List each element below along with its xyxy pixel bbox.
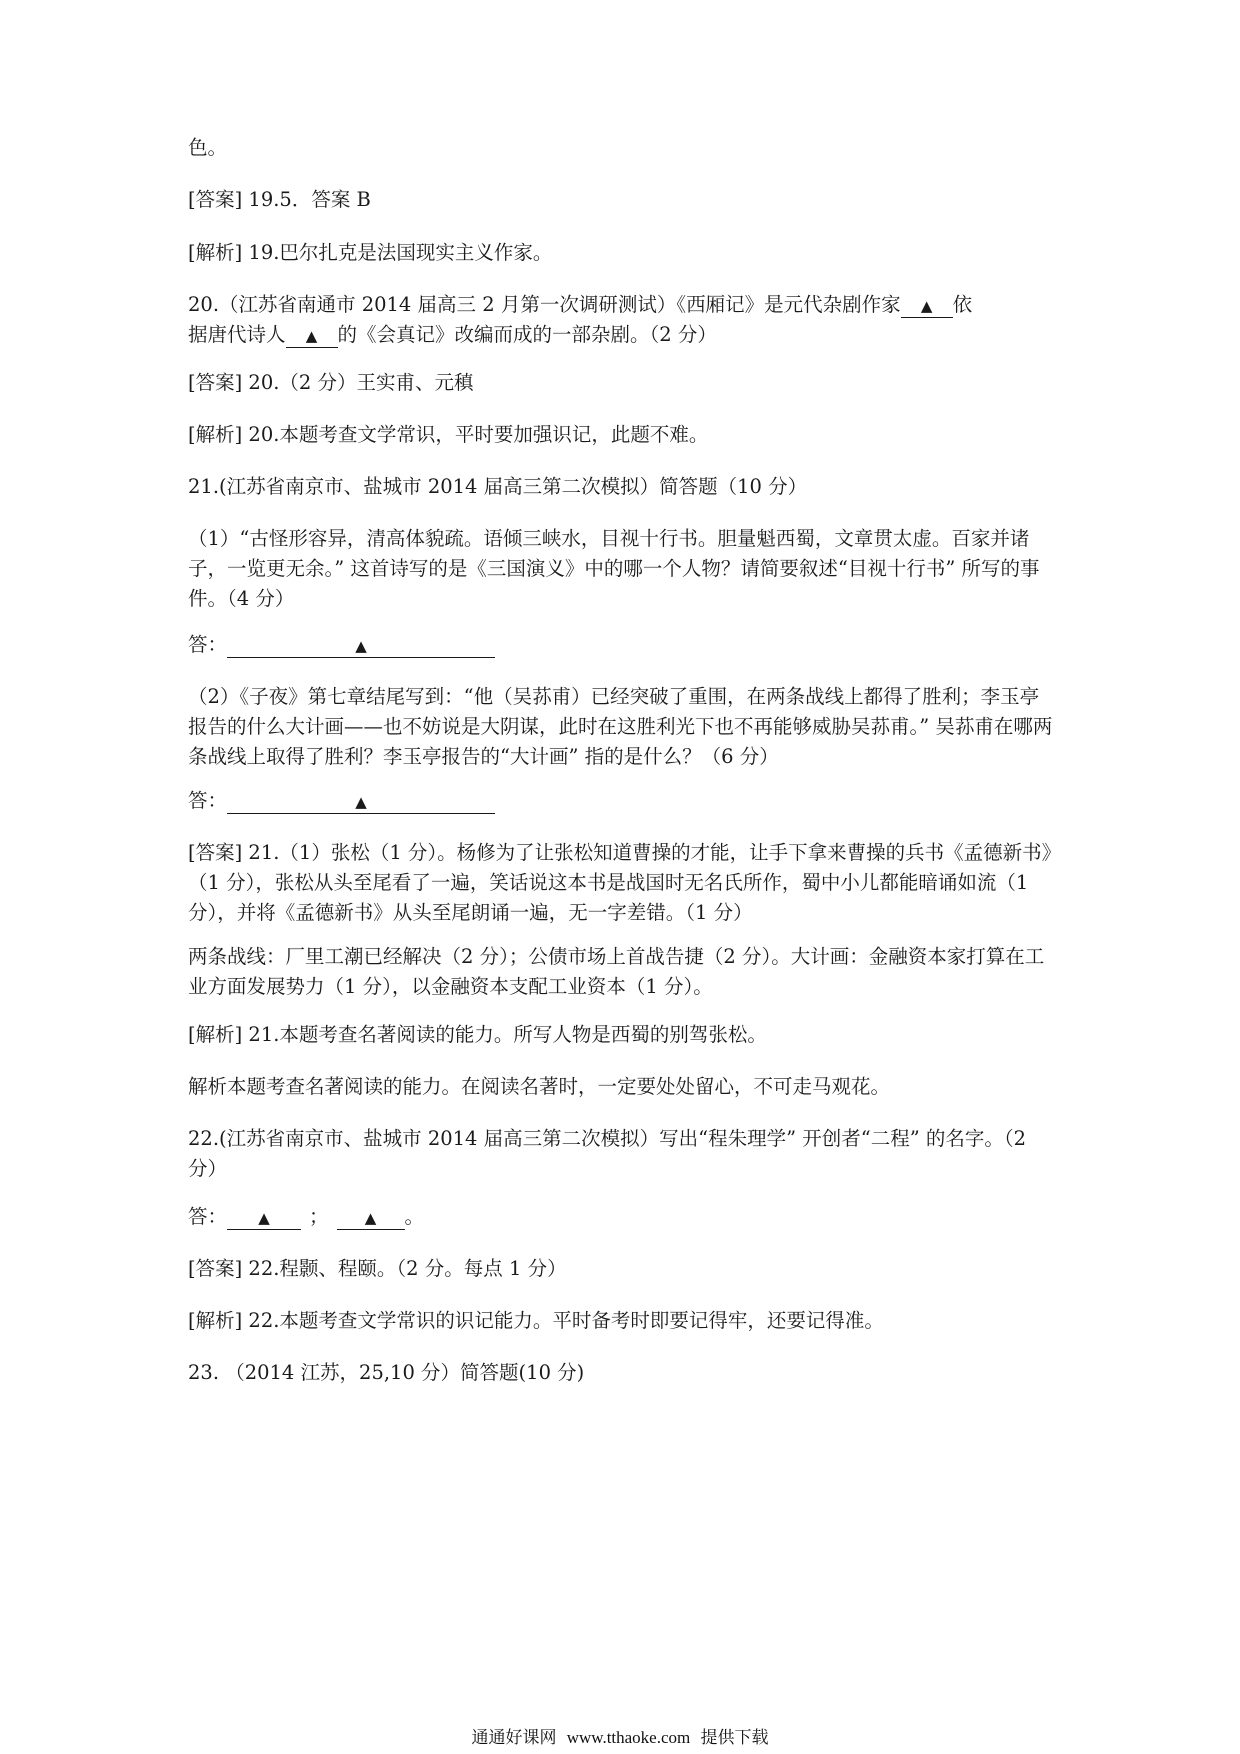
answer-blank[interactable] (227, 1205, 301, 1230)
explanation-21-extra: 解析本题考查名著阅读的能力。在阅读名著时，一定要处处留心，不可走马观花。 (188, 1075, 891, 1098)
triangle-marker-icon: ▲ (355, 637, 367, 655)
question-20-text-d: 的《会真记》改编而成的一部杂剧。（2 分） (337, 323, 717, 346)
answer-label: 答： (188, 633, 228, 656)
question-20-text-b: 依 (952, 293, 973, 316)
question-20-text-c: 据唐代诗人 (188, 323, 286, 346)
page-footer (0, 1723, 1240, 1748)
answer-line-3 (188, 1202, 1068, 1232)
answer-19: [答案] 19.5．答案 B (188, 188, 371, 211)
question-20-text-a: 20.（江苏省南通市 2014 届高三 2 月第一次调研测试）《西厢记》是元代杂剧作家 (188, 293, 901, 316)
answer-blank[interactable] (901, 293, 953, 318)
question-23: 23. （2014 江苏，25,10 分）简答题(10 分) (188, 1361, 585, 1384)
answer-label: 答： (188, 789, 228, 812)
explanation-21: [解析] 21.本题考查名著阅读的能力。所写人物是西蜀的别驾张松。 (188, 1023, 767, 1046)
answer-line-1 (188, 630, 1068, 660)
answer-21-part-1: [答案] 21.（1）张松（1 分）。杨修为了让张松知道曹操的才能，让手下拿来曹操的兵书《孟德新书》（1 分），张松从头至尾看了一遍，笑话说这本书是战国时无名氏所作，蜀中小儿都能暗诵如流（1 分），并将《孟德新书》从头至尾朗诵一遍，无一字差错。（1 分） (188, 841, 1052, 924)
footer-suffix: 提供下载 (700, 1728, 769, 1747)
triangle-marker-icon: ▲ (258, 1209, 270, 1227)
triangle-marker-icon: ▲ (355, 793, 367, 811)
question-21: 21.(江苏省南京市、盐城市 2014 届高三第二次模拟）简答题（10 分） (188, 475, 808, 498)
footer-url[interactable]: www.tthaoke.com (566, 1728, 691, 1747)
question-21-part-1: （1）“古怪形容异，清高体貌疏。语倾三峡水，目视十行书。胆量魁西蜀，文章贯太虚。百家并诸子，一览更无余。” 这首诗写的是《三国演义》中的哪一个人物？请简要叙述“目视十行书” 所写的事件。（4 分） (188, 527, 1040, 610)
answer-21-part-2: 两条战线：厂里工潮已经解决（2 分）；公债市场上首战告捷（2 分）。大计画：金融资本家打算在工业方面发展势力（1 分），以金融资本支配工业资本（1 分）。 (188, 945, 1045, 998)
explanation-22: [解析] 22.本题考查文学常识的识记能力。平时备考时即要记得牢，还要记得准。 (188, 1309, 884, 1332)
answer-label: 答： (188, 1205, 228, 1228)
text-line: 色。 (188, 136, 228, 159)
period: 。 (404, 1205, 425, 1228)
triangle-marker-icon: ▲ (364, 1209, 377, 1227)
explanation-19: [解析] 19.巴尔扎克是法国现实主义作家。 (188, 241, 553, 264)
answer-blank[interactable] (286, 323, 338, 348)
answer-22: [答案] 22.程颢、程颐。（2 分。每点 1 分） (188, 1257, 567, 1280)
triangle-marker-icon: ▲ (920, 297, 933, 315)
footer-site-name: 通通好课网 (471, 1728, 557, 1747)
triangle-marker-icon: ▲ (305, 327, 318, 345)
answer-blank[interactable] (227, 633, 495, 658)
answer-line-2 (188, 786, 1068, 816)
answer-blank[interactable] (227, 789, 495, 814)
question-20 (188, 290, 1068, 350)
answer-20: [答案] 20.（2 分）王实甫、元稹 (188, 371, 474, 394)
explanation-20: [解析] 20.本题考查文学常识，平时要加强识记，此题不难。 (188, 423, 709, 446)
separator: ； (309, 1205, 329, 1228)
answer-blank[interactable] (337, 1205, 405, 1230)
question-21-part-2: （2）《子夜》第七章结尾写到：“他（吴荪甫）已经突破了重围，在两条战线上都得了胜利；李玉亭报告的什么大计画——也不妨说是大阴谋，此时在这胜利光下也不再能够威胁吴荪甫。” 吴荪甫在哪两条战线上取得了胜利？李玉亭报告的“大计画” 指的是什么？（6 分） (188, 685, 1053, 768)
question-22: 22.(江苏省南京市、盐城市 2014 届高三第二次模拟）写出“程朱理学” 开创者“二程” 的名字。（2 分） (188, 1127, 1027, 1180)
